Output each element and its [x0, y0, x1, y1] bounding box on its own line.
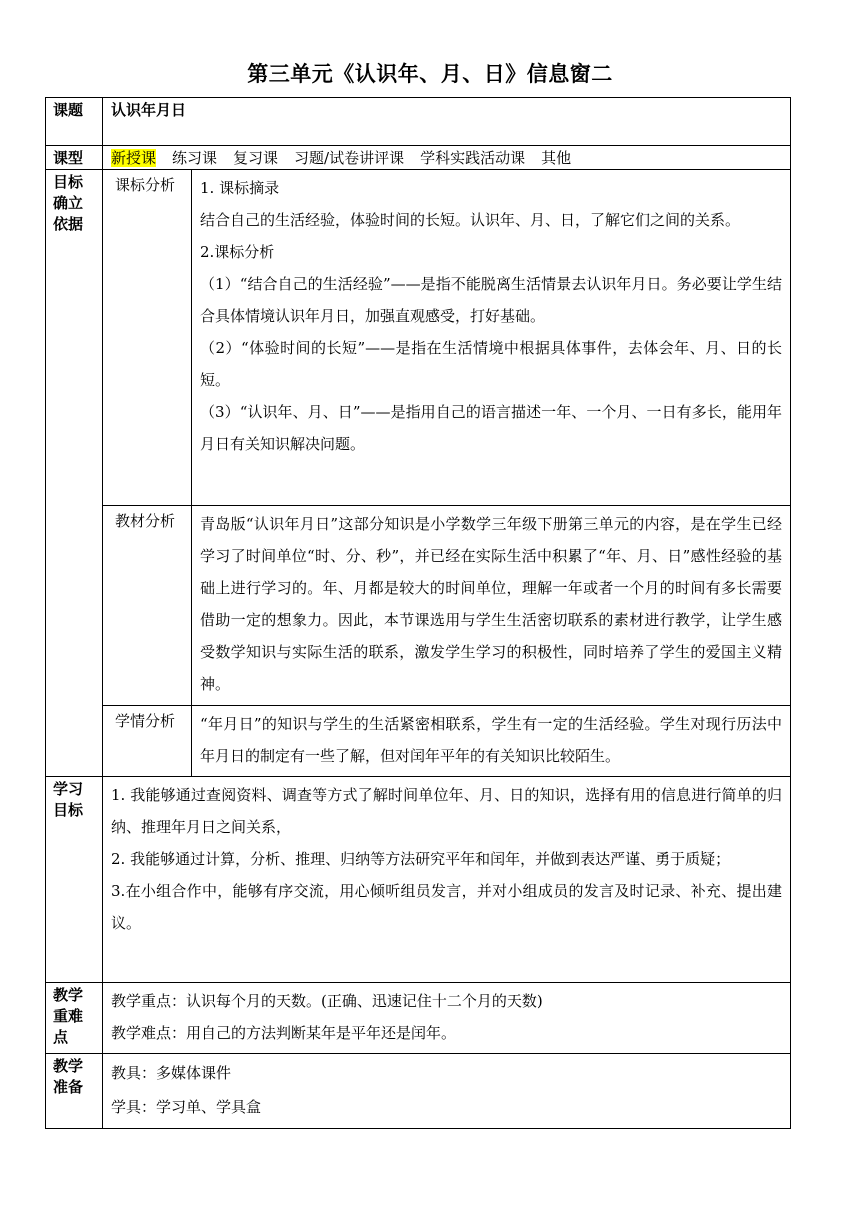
students-content: “年月日”的知识与学生的生活紧密相联系，学生有一定的生活经验。学生对现行历法中年月日的制定有一些了解，但对闰年平年的有关知识比较陌生。 — [192, 706, 791, 777]
preparation-content — [103, 1054, 791, 1129]
lesson-type-row — [46, 146, 791, 170]
goal-item: 2. 我能够通过计算，分析、推理、归纳等方法研究平年和闰年，并做到表达严谨、勇于质疑； — [111, 850, 731, 868]
preparation-item: 学具：学习单、学具盒 — [111, 1098, 262, 1116]
key-point-item: 教学重点：认识每个月的天数。(正确、迅速记住十二个月的天数) — [111, 992, 543, 1010]
lesson-type-option: 练习课 — [172, 149, 218, 167]
curriculum-label: 课标分析 — [103, 170, 192, 506]
curriculum-line: （1）“结合自己的生活经验”——是指不能脱离生活情景去认识年月日。务必要让学生结合具体情境认识年月日，加强直观感受，打好基础。 — [200, 275, 783, 325]
lesson-type-option: 复习课 — [233, 149, 279, 167]
basis-label: 目标确立依据 — [46, 170, 103, 777]
curriculum-line: （3）“认识年、月、日”——是指用自己的语言描述一年、一个月、一日有多长，能用年月日有关知识解决问题。 — [200, 403, 783, 453]
students-row — [46, 706, 791, 777]
preparation-label: 教学准备 — [46, 1054, 103, 1129]
key-points-row — [46, 983, 791, 1054]
lesson-type-options — [103, 146, 791, 170]
goal-item: 1. 我能够通过查阅资料、调查等方式了解时间单位年、月、日的知识，选择有用的信息进行简单的归纳、推理年月日之间关系， — [111, 786, 783, 836]
topic-row — [46, 98, 791, 146]
topic-label: 课题 — [46, 98, 103, 146]
topic-value: 认识年月日 — [103, 98, 791, 146]
page-title: 第三单元《认识年、月、日》信息窗二 — [247, 62, 613, 86]
goals-content — [103, 777, 791, 983]
goals-row — [46, 777, 791, 983]
lesson-type-option: 习题/试卷讲评课 — [294, 149, 405, 167]
curriculum-line: 2.课标分析 — [200, 243, 275, 261]
textbook-row — [46, 506, 791, 706]
goals-label: 学习目标 — [46, 777, 103, 983]
curriculum-line: 1. 课标摘录 — [200, 179, 280, 197]
lesson-type-option: 其他 — [541, 149, 572, 167]
textbook-content: 青岛版“认识年月日”这部分知识是小学数学三年级下册第三单元的内容，是在学生已经学习了时间单位“时、分、秒”，并已经在实际生活中积累了“年、月、日”感性经验的基础上进行学习的。年、月都是较大的时间单位，理解一年或者一个月的时间有多长需要借助一定的想象力。因此，本节课选用与学生生活密切联系的素材进行教学，让学生感受数学知识与实际生活的联系，激发学生学习的积极性，同时培养了学生的爱国主义精神。 — [192, 506, 791, 706]
preparation-item: 教具：多媒体课件 — [111, 1064, 232, 1082]
preparation-row — [46, 1054, 791, 1129]
lesson-type-label: 课型 — [46, 146, 103, 170]
curriculum-line: 结合自己的生活经验，体验时间的长短。认识年、月、日，了解它们之间的关系。 — [200, 211, 741, 229]
textbook-label: 教材分析 — [103, 506, 192, 706]
curriculum-line: （2）“体验时间的长短”——是指在生活情境中根据具体事件，去体会年、月、日的长短。 — [200, 339, 783, 389]
lesson-type-option: 新授课 — [111, 149, 157, 167]
key-points-label: 教学重难点 — [46, 983, 103, 1054]
curriculum-content — [192, 170, 791, 506]
lesson-type-option: 学科实践活动课 — [420, 149, 526, 167]
lesson-plan-table — [45, 97, 791, 1129]
key-points-content — [103, 983, 791, 1054]
goal-item: 3.在小组合作中，能够有序交流，用心倾听组员发言，并对小组成员的发言及时记录、补充、提出建议。 — [111, 882, 783, 932]
curriculum-row — [46, 170, 791, 506]
students-label: 学情分析 — [103, 706, 192, 777]
key-point-item: 教学难点：用自己的方法判断某年是平年还是闰年。 — [111, 1024, 457, 1042]
